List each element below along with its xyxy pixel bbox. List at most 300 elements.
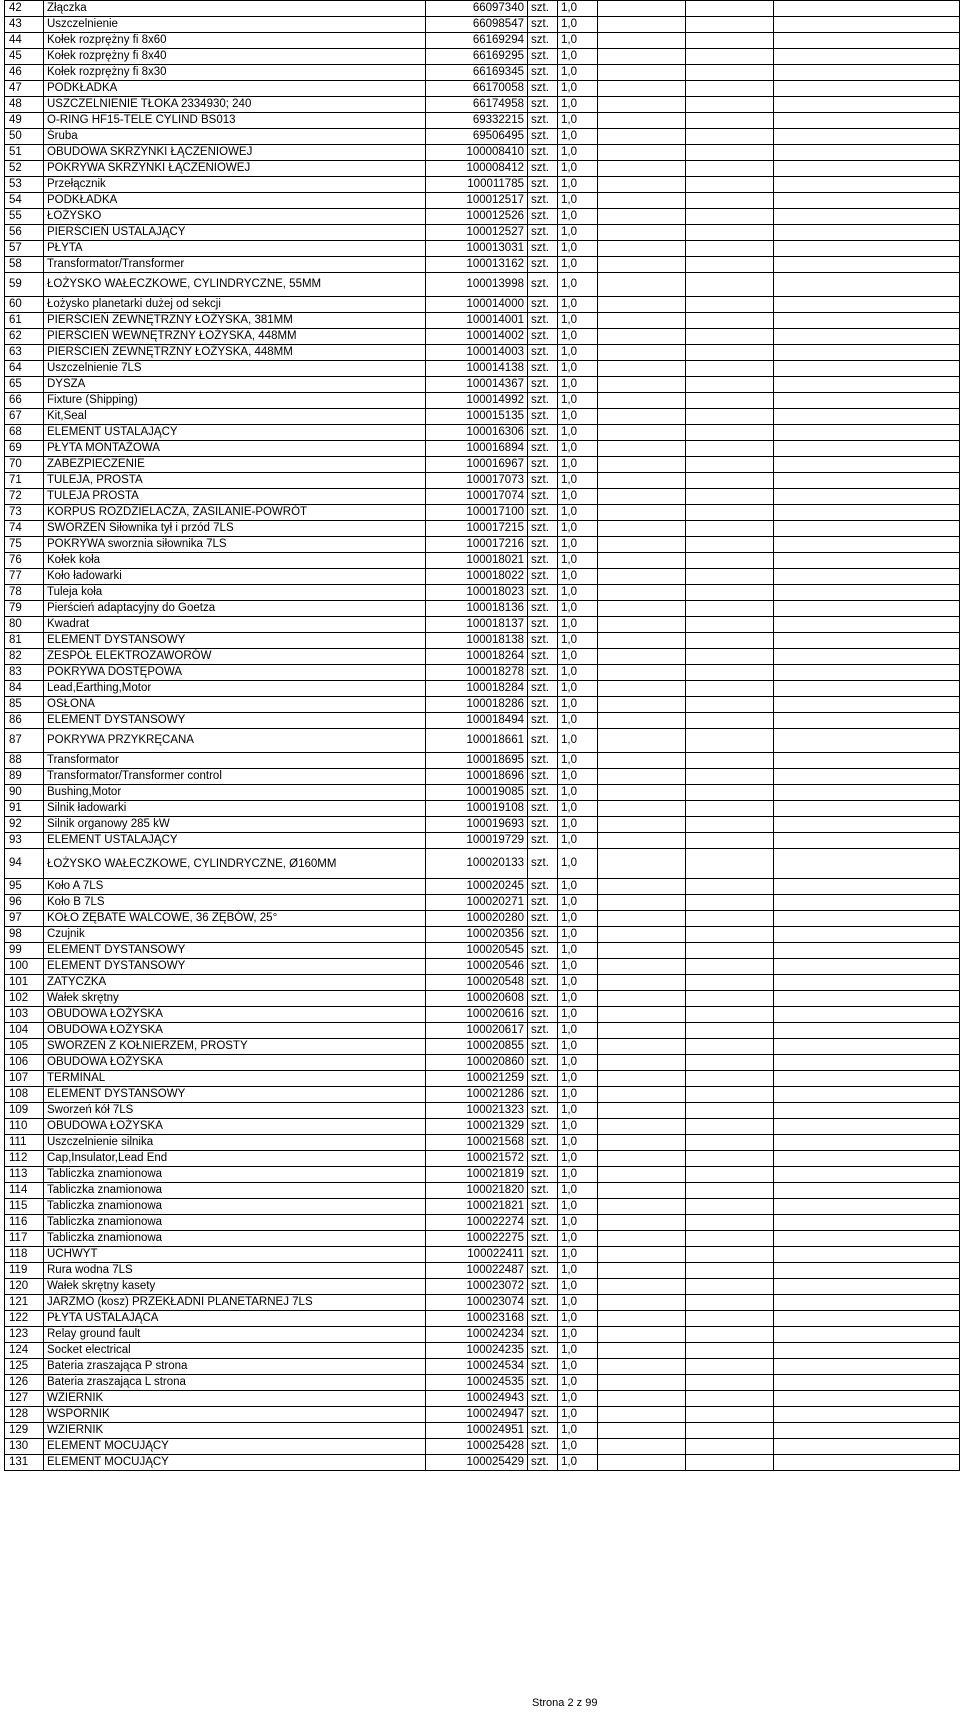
unit-cell: szt. xyxy=(528,377,558,393)
part-code-cell: 100018661 xyxy=(426,729,528,753)
table-row xyxy=(5,1087,960,1103)
empty-cell-3 xyxy=(774,697,960,713)
empty-cell-3 xyxy=(774,617,960,633)
quantity-cell: 1,0 xyxy=(558,441,598,457)
empty-cell-1 xyxy=(598,569,686,585)
row-number-cell: 73 xyxy=(5,505,44,521)
empty-cell-2 xyxy=(686,1119,774,1135)
table-row xyxy=(5,273,960,297)
empty-cell-3 xyxy=(774,1007,960,1023)
empty-cell-3 xyxy=(774,33,960,49)
table-row xyxy=(5,441,960,457)
quantity-cell: 1,0 xyxy=(558,911,598,927)
part-name-cell: TULEJA PROSTA xyxy=(44,489,426,505)
quantity-cell: 1,0 xyxy=(558,361,598,377)
quantity-cell: 1,0 xyxy=(558,729,598,753)
empty-cell-1 xyxy=(598,895,686,911)
part-code-cell: 100018138 xyxy=(426,633,528,649)
table-row xyxy=(5,849,960,879)
empty-cell-2 xyxy=(686,1183,774,1199)
table-row xyxy=(5,393,960,409)
empty-cell-2 xyxy=(686,241,774,257)
quantity-cell: 1,0 xyxy=(558,425,598,441)
empty-cell-3 xyxy=(774,553,960,569)
row-number-cell: 126 xyxy=(5,1375,44,1391)
part-code-cell: 66169345 xyxy=(426,65,528,81)
empty-cell-1 xyxy=(598,225,686,241)
empty-cell-2 xyxy=(686,1167,774,1183)
row-number-cell: 71 xyxy=(5,473,44,489)
empty-cell-1 xyxy=(598,177,686,193)
part-code-cell: 100025429 xyxy=(426,1455,528,1471)
empty-cell-1 xyxy=(598,1343,686,1359)
part-name-cell: Tabliczka znamionowa xyxy=(44,1199,426,1215)
part-name-cell: OBUDOWA ŁOŻYSKA xyxy=(44,1119,426,1135)
part-name-cell: Fixture (Shipping) xyxy=(44,393,426,409)
empty-cell-2 xyxy=(686,633,774,649)
empty-cell-2 xyxy=(686,943,774,959)
empty-cell-2 xyxy=(686,409,774,425)
empty-cell-3 xyxy=(774,1279,960,1295)
row-number-cell: 72 xyxy=(5,489,44,505)
empty-cell-3 xyxy=(774,1327,960,1343)
part-code-cell: 100014000 xyxy=(426,297,528,313)
empty-cell-2 xyxy=(686,585,774,601)
empty-cell-2 xyxy=(686,553,774,569)
table-row xyxy=(5,1391,960,1407)
part-name-cell: Tabliczka znamionowa xyxy=(44,1183,426,1199)
unit-cell: szt. xyxy=(528,849,558,879)
empty-cell-1 xyxy=(598,1119,686,1135)
quantity-cell: 1,0 xyxy=(558,769,598,785)
empty-cell-1 xyxy=(598,1295,686,1311)
empty-cell-1 xyxy=(598,193,686,209)
empty-cell-1 xyxy=(598,297,686,313)
part-code-cell: 100020548 xyxy=(426,975,528,991)
empty-cell-2 xyxy=(686,457,774,473)
part-name-cell: KOŁO ZĘBATE WALCOWE, 36 ZĘBÓW, 25° xyxy=(44,911,426,927)
row-number-cell: 82 xyxy=(5,649,44,665)
empty-cell-3 xyxy=(774,113,960,129)
page-number: Strona 2 z 99 xyxy=(532,1697,598,1709)
row-number-cell: 44 xyxy=(5,33,44,49)
table-row xyxy=(5,97,960,113)
empty-cell-2 xyxy=(686,329,774,345)
empty-cell-1 xyxy=(598,975,686,991)
row-number-cell: 74 xyxy=(5,521,44,537)
unit-cell: szt. xyxy=(528,801,558,817)
empty-cell-1 xyxy=(598,927,686,943)
part-name-cell: PŁYTA MONTAŻOWA xyxy=(44,441,426,457)
row-number-cell: 120 xyxy=(5,1279,44,1295)
empty-cell-1 xyxy=(598,1327,686,1343)
empty-cell-2 xyxy=(686,1359,774,1375)
empty-cell-3 xyxy=(774,833,960,849)
row-number-cell: 97 xyxy=(5,911,44,927)
empty-cell-2 xyxy=(686,975,774,991)
row-number-cell: 123 xyxy=(5,1327,44,1343)
empty-cell-3 xyxy=(774,1215,960,1231)
part-code-cell: 100017100 xyxy=(426,505,528,521)
row-number-cell: 99 xyxy=(5,943,44,959)
part-code-cell: 100025428 xyxy=(426,1439,528,1455)
unit-cell: szt. xyxy=(528,409,558,425)
empty-cell-1 xyxy=(598,617,686,633)
empty-cell-3 xyxy=(774,457,960,473)
part-code-cell: 100016967 xyxy=(426,457,528,473)
unit-cell: szt. xyxy=(528,1007,558,1023)
empty-cell-2 xyxy=(686,1007,774,1023)
unit-cell: szt. xyxy=(528,753,558,769)
empty-cell-1 xyxy=(598,1439,686,1455)
part-code-cell: 66169295 xyxy=(426,49,528,65)
unit-cell: szt. xyxy=(528,17,558,33)
unit-cell: szt. xyxy=(528,1167,558,1183)
empty-cell-3 xyxy=(774,585,960,601)
row-number-cell: 104 xyxy=(5,1023,44,1039)
empty-cell-1 xyxy=(598,505,686,521)
table-row xyxy=(5,1295,960,1311)
part-name-cell: Kit,Seal xyxy=(44,409,426,425)
empty-cell-2 xyxy=(686,1,774,17)
table-row xyxy=(5,1263,960,1279)
row-number-cell: 124 xyxy=(5,1343,44,1359)
empty-cell-3 xyxy=(774,1359,960,1375)
parts-table-body xyxy=(5,1,960,1471)
part-code-cell: 100019108 xyxy=(426,801,528,817)
empty-cell-2 xyxy=(686,1439,774,1455)
part-code-cell: 69332215 xyxy=(426,113,528,129)
part-name-cell: WSPORNIK xyxy=(44,1407,426,1423)
empty-cell-2 xyxy=(686,1247,774,1263)
table-row xyxy=(5,1183,960,1199)
empty-cell-2 xyxy=(686,393,774,409)
part-name-cell: WZIERNIK xyxy=(44,1391,426,1407)
unit-cell: szt. xyxy=(528,537,558,553)
part-code-cell: 100023074 xyxy=(426,1295,528,1311)
quantity-cell: 1,0 xyxy=(558,1311,598,1327)
part-code-cell: 66174958 xyxy=(426,97,528,113)
unit-cell: szt. xyxy=(528,1279,558,1295)
row-number-cell: 54 xyxy=(5,193,44,209)
empty-cell-2 xyxy=(686,521,774,537)
empty-cell-2 xyxy=(686,145,774,161)
unit-cell: szt. xyxy=(528,145,558,161)
empty-cell-3 xyxy=(774,1263,960,1279)
empty-cell-3 xyxy=(774,1343,960,1359)
part-name-cell: Tabliczka znamionowa xyxy=(44,1231,426,1247)
empty-cell-3 xyxy=(774,81,960,97)
unit-cell: szt. xyxy=(528,393,558,409)
part-code-cell: 100008412 xyxy=(426,161,528,177)
table-row xyxy=(5,489,960,505)
part-code-cell: 100020617 xyxy=(426,1023,528,1039)
empty-cell-1 xyxy=(598,697,686,713)
table-row xyxy=(5,1375,960,1391)
part-name-cell: ELEMENT DYSTANSOWY xyxy=(44,1087,426,1103)
empty-cell-1 xyxy=(598,801,686,817)
empty-cell-3 xyxy=(774,441,960,457)
empty-cell-2 xyxy=(686,681,774,697)
part-name-cell: OBUDOWA SKRZYNKI ŁĄCZENIOWEJ xyxy=(44,145,426,161)
empty-cell-1 xyxy=(598,1135,686,1151)
part-code-cell: 100024943 xyxy=(426,1391,528,1407)
empty-cell-2 xyxy=(686,1151,774,1167)
part-name-cell: Rura wodna 7LS xyxy=(44,1263,426,1279)
part-name-cell: Kołek rozprężny fi 8x40 xyxy=(44,49,426,65)
part-name-cell: Transformator xyxy=(44,753,426,769)
unit-cell: szt. xyxy=(528,1055,558,1071)
empty-cell-2 xyxy=(686,425,774,441)
table-row xyxy=(5,665,960,681)
row-number-cell: 56 xyxy=(5,225,44,241)
unit-cell: szt. xyxy=(528,1199,558,1215)
row-number-cell: 117 xyxy=(5,1231,44,1247)
unit-cell: szt. xyxy=(528,991,558,1007)
unit-cell: szt. xyxy=(528,1375,558,1391)
part-code-cell: 100024951 xyxy=(426,1423,528,1439)
empty-cell-3 xyxy=(774,1311,960,1327)
row-number-cell: 110 xyxy=(5,1119,44,1135)
empty-cell-1 xyxy=(598,817,686,833)
quantity-cell: 1,0 xyxy=(558,17,598,33)
empty-cell-2 xyxy=(686,991,774,1007)
part-name-cell: Lead,Earthing,Motor xyxy=(44,681,426,697)
empty-cell-1 xyxy=(598,81,686,97)
quantity-cell: 1,0 xyxy=(558,697,598,713)
empty-cell-2 xyxy=(686,1455,774,1471)
part-name-cell: POKRYWA SKRZYNKI ŁĄCZENIOWEJ xyxy=(44,161,426,177)
part-name-cell: Uszczelnienie xyxy=(44,17,426,33)
quantity-cell: 1,0 xyxy=(558,1375,598,1391)
part-name-cell: ELEMENT DYSTANSOWY xyxy=(44,959,426,975)
empty-cell-3 xyxy=(774,681,960,697)
empty-cell-3 xyxy=(774,65,960,81)
empty-cell-3 xyxy=(774,1423,960,1439)
part-name-cell: Bateria zraszająca P strona xyxy=(44,1359,426,1375)
table-row xyxy=(5,505,960,521)
quantity-cell: 1,0 xyxy=(558,1247,598,1263)
quantity-cell: 1,0 xyxy=(558,959,598,975)
quantity-cell: 1,0 xyxy=(558,1279,598,1295)
table-row xyxy=(5,193,960,209)
empty-cell-3 xyxy=(774,895,960,911)
unit-cell: szt. xyxy=(528,345,558,361)
row-number-cell: 48 xyxy=(5,97,44,113)
part-code-cell: 100018286 xyxy=(426,697,528,713)
empty-cell-1 xyxy=(598,1071,686,1087)
empty-cell-3 xyxy=(774,713,960,729)
row-number-cell: 92 xyxy=(5,817,44,833)
empty-cell-2 xyxy=(686,129,774,145)
table-row xyxy=(5,649,960,665)
row-number-cell: 79 xyxy=(5,601,44,617)
part-name-cell: TULEJA, PROSTA xyxy=(44,473,426,489)
unit-cell: szt. xyxy=(528,1,558,17)
part-code-cell: 100020280 xyxy=(426,911,528,927)
empty-cell-3 xyxy=(774,257,960,273)
part-code-cell: 100021286 xyxy=(426,1087,528,1103)
part-name-cell: Uszczelnienie silnika xyxy=(44,1135,426,1151)
table-row xyxy=(5,1439,960,1455)
table-row xyxy=(5,1231,960,1247)
unit-cell: szt. xyxy=(528,425,558,441)
row-number-cell: 101 xyxy=(5,975,44,991)
empty-cell-3 xyxy=(774,177,960,193)
row-number-cell: 61 xyxy=(5,313,44,329)
empty-cell-2 xyxy=(686,161,774,177)
row-number-cell: 63 xyxy=(5,345,44,361)
row-number-cell: 68 xyxy=(5,425,44,441)
part-code-cell: 100014367 xyxy=(426,377,528,393)
part-name-cell xyxy=(44,849,426,879)
part-code-cell: 100019085 xyxy=(426,785,528,801)
unit-cell: szt. xyxy=(528,1151,558,1167)
unit-cell: szt. xyxy=(528,681,558,697)
part-code-cell: 100018136 xyxy=(426,601,528,617)
empty-cell-3 xyxy=(774,1247,960,1263)
empty-cell-2 xyxy=(686,753,774,769)
quantity-cell: 1,0 xyxy=(558,393,598,409)
row-number-cell: 84 xyxy=(5,681,44,697)
row-number-cell: 88 xyxy=(5,753,44,769)
unit-cell: szt. xyxy=(528,617,558,633)
unit-cell: szt. xyxy=(528,633,558,649)
quantity-cell: 1,0 xyxy=(558,297,598,313)
part-name-cell: Przełącznik xyxy=(44,177,426,193)
part-code-cell: 100018284 xyxy=(426,681,528,697)
empty-cell-3 xyxy=(774,225,960,241)
part-name-cell: POKRYWA DOSTĘPOWA xyxy=(44,665,426,681)
empty-cell-3 xyxy=(774,1103,960,1119)
empty-cell-3 xyxy=(774,129,960,145)
unit-cell: szt. xyxy=(528,521,558,537)
unit-cell: szt. xyxy=(528,505,558,521)
part-name-cell: UCHWYT xyxy=(44,1247,426,1263)
unit-cell: szt. xyxy=(528,457,558,473)
part-name-cell: PŁYTA xyxy=(44,241,426,257)
empty-cell-3 xyxy=(774,1391,960,1407)
part-name-cell: JARZMO (kosz) PRZEKŁADNI PLANETARNEJ 7LS xyxy=(44,1295,426,1311)
unit-cell: szt. xyxy=(528,241,558,257)
unit-cell: szt. xyxy=(528,1183,558,1199)
part-name-cell: PIERŚCIEŃ ZEWNĘTRZNY ŁOŻYSKA, 448MM xyxy=(44,345,426,361)
empty-cell-3 xyxy=(774,769,960,785)
unit-cell: szt. xyxy=(528,1135,558,1151)
empty-cell-1 xyxy=(598,1,686,17)
part-name-cell: O-RING HF15-TELE CYLIND BS013 xyxy=(44,113,426,129)
part-code-cell: 100019729 xyxy=(426,833,528,849)
quantity-cell: 1,0 xyxy=(558,489,598,505)
quantity-cell: 1,0 xyxy=(558,849,598,879)
unit-cell: szt. xyxy=(528,65,558,81)
empty-cell-2 xyxy=(686,441,774,457)
part-code-cell: 100015135 xyxy=(426,409,528,425)
unit-cell: szt. xyxy=(528,569,558,585)
quantity-cell: 1,0 xyxy=(558,521,598,537)
empty-cell-1 xyxy=(598,943,686,959)
unit-cell: szt. xyxy=(528,177,558,193)
table-row xyxy=(5,225,960,241)
table-row xyxy=(5,879,960,895)
part-name-cell: OBUDOWA ŁOŻYSKA xyxy=(44,1055,426,1071)
quantity-cell: 1,0 xyxy=(558,505,598,521)
table-row xyxy=(5,569,960,585)
unit-cell: szt. xyxy=(528,49,558,65)
row-number-cell: 100 xyxy=(5,959,44,975)
unit-cell: szt. xyxy=(528,785,558,801)
table-row xyxy=(5,145,960,161)
part-code-cell: 100023168 xyxy=(426,1311,528,1327)
table-row xyxy=(5,537,960,553)
unit-cell: szt. xyxy=(528,1343,558,1359)
empty-cell-1 xyxy=(598,1183,686,1199)
unit-cell: szt. xyxy=(528,33,558,49)
row-number-cell: 49 xyxy=(5,113,44,129)
table-row xyxy=(5,1311,960,1327)
part-code-cell: 100024235 xyxy=(426,1343,528,1359)
part-name-cell: SWORZEŃ Siłownika tył i przód 7LS xyxy=(44,521,426,537)
empty-cell-2 xyxy=(686,895,774,911)
empty-cell-1 xyxy=(598,1359,686,1375)
part-code-cell: 100013998 xyxy=(426,273,528,297)
table-row xyxy=(5,1327,960,1343)
part-code-cell: 100021819 xyxy=(426,1167,528,1183)
quantity-cell: 1,0 xyxy=(558,65,598,81)
unit-cell: szt. xyxy=(528,943,558,959)
part-name-cell: Socket electrical xyxy=(44,1343,426,1359)
part-name-cell: Silnik organowy 285 kW xyxy=(44,817,426,833)
empty-cell-2 xyxy=(686,33,774,49)
quantity-cell: 1,0 xyxy=(558,113,598,129)
empty-cell-2 xyxy=(686,1343,774,1359)
quantity-cell: 1,0 xyxy=(558,377,598,393)
quantity-cell: 1,0 xyxy=(558,833,598,849)
empty-cell-2 xyxy=(686,1311,774,1327)
part-name-cell: Tabliczka znamionowa xyxy=(44,1167,426,1183)
empty-cell-2 xyxy=(686,313,774,329)
unit-cell: szt. xyxy=(528,1023,558,1039)
unit-cell: szt. xyxy=(528,927,558,943)
part-code-cell: 100017074 xyxy=(426,489,528,505)
part-name-cell: Koło ładowarki xyxy=(44,569,426,585)
empty-cell-2 xyxy=(686,1199,774,1215)
empty-cell-1 xyxy=(598,49,686,65)
empty-cell-2 xyxy=(686,1295,774,1311)
quantity-cell: 1,0 xyxy=(558,241,598,257)
part-code-cell: 100018264 xyxy=(426,649,528,665)
table-row xyxy=(5,1119,960,1135)
empty-cell-1 xyxy=(598,65,686,81)
unit-cell: szt. xyxy=(528,97,558,113)
empty-cell-2 xyxy=(686,49,774,65)
table-row xyxy=(5,1023,960,1039)
row-number-cell: 121 xyxy=(5,1295,44,1311)
part-code-cell: 100021329 xyxy=(426,1119,528,1135)
row-number-cell: 112 xyxy=(5,1151,44,1167)
part-code-cell: 100021323 xyxy=(426,1103,528,1119)
part-name-cell: ZESPÓŁ ELEKTROZAWORÓW xyxy=(44,649,426,665)
empty-cell-2 xyxy=(686,537,774,553)
row-number-cell: 53 xyxy=(5,177,44,193)
empty-cell-1 xyxy=(598,361,686,377)
part-name-cell: Tuleja koła xyxy=(44,585,426,601)
empty-cell-1 xyxy=(598,833,686,849)
quantity-cell: 1,0 xyxy=(558,193,598,209)
empty-cell-2 xyxy=(686,1391,774,1407)
unit-cell: szt. xyxy=(528,113,558,129)
row-number-cell: 87 xyxy=(5,729,44,753)
